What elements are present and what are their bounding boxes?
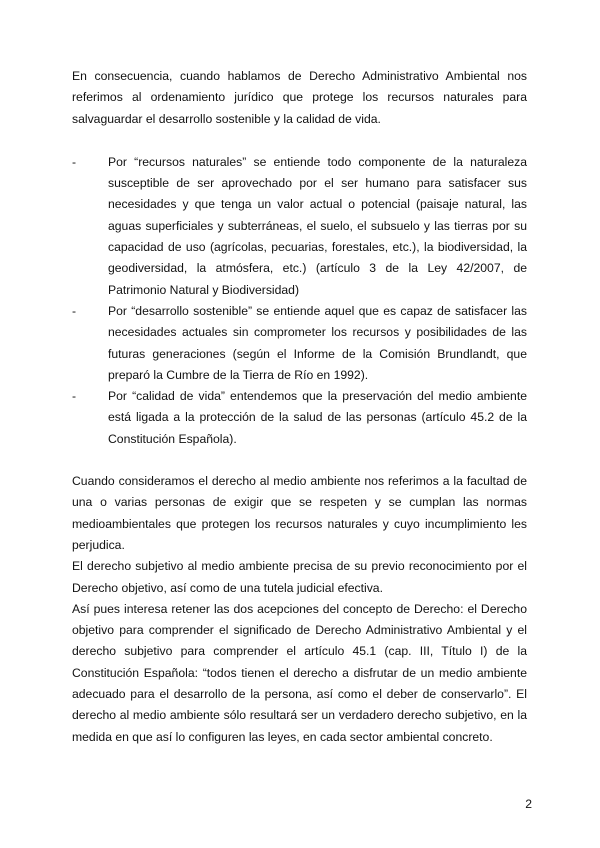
definitions-list (72, 152, 527, 450)
bullet-dash: - (72, 389, 77, 404)
bullet-dash: - (72, 154, 77, 169)
bullet-dash: - (72, 303, 77, 318)
body-paragraph: Así pues interesa retener las dos acepciones del concepto de Derecho: el Derecho objetivo para comprender el significado de Derecho Administrativo Ambiental y el derecho subjetivo para comprender el artículo 45.1 (cap. III, Título I) de la Constitución Española: “todos tienen el derecho a disfrutar de un medio ambiente adecuado para el desarrollo de la persona, así como el deber de conservarlo”. El derecho al medio ambiente sólo resultará ser un verdadero derecho subjetivo, en la medida en que así lo configuren las leyes, en cada sector ambiental concreto. (72, 601, 527, 744)
page-number: 2 (525, 797, 532, 811)
body-paragraph: Cuando consideramos el derecho al medio ambiente nos referimos a la facultad de una o varias personas de exigir que se respeten y se cumplan las normas medioambientales que protegen los recursos naturales y cuyo incumplimiento les perjudica. (72, 474, 527, 552)
list-item-text: Por “recursos naturales” se entiende todo componente de la naturaleza susceptible de ser aprovechado por el ser humano para satisfacer sus necesidades y que tenga un valor actual o potencial (paisaje natural, las aguas superficiales y subterráneas, el suelo, el subsuelo y las tierras por su capacidad de uso (agrícolas, pecuarias, forestales, etc.), la biodiversidad, la geodiversidad, la atmósfera, etc.) (artículo 3 de la Ley 42/2007, de Patrimonio Natural y Biodiversidad) (108, 154, 527, 297)
list-item (72, 301, 527, 386)
body-paragraph: El derecho subjetivo al medio ambiente precisa de su previo reconocimiento por el Derecho objetivo, así como de una tutela judicial efectiva. (72, 559, 527, 595)
list-item (72, 152, 527, 301)
list-item-text: Por “desarrollo sostenible” se entiende aquel que es capaz de satisfacer las necesidades actuales sin comprometer los recursos y posibilidades de las futuras generaciones (según el Informe de la Comisión Brundlandt, que preparó la Cumbre de la Tierra de Río en 1992). (108, 303, 527, 382)
page-content (72, 66, 527, 748)
intro-paragraph: En consecuencia, cuando hablamos de Derecho Administrativo Ambiental nos referimos al ordenamiento jurídico que protege los recursos naturales para salvaguardar el desarrollo sostenible y la calidad de vida. (72, 69, 527, 126)
list-item-text: Por “calidad de vida” entendemos que la preservación del medio ambiente está ligada a la protección de la salud de las personas (artículo 45.2 de la Constitución Española). (108, 389, 527, 446)
list-item (72, 386, 527, 450)
